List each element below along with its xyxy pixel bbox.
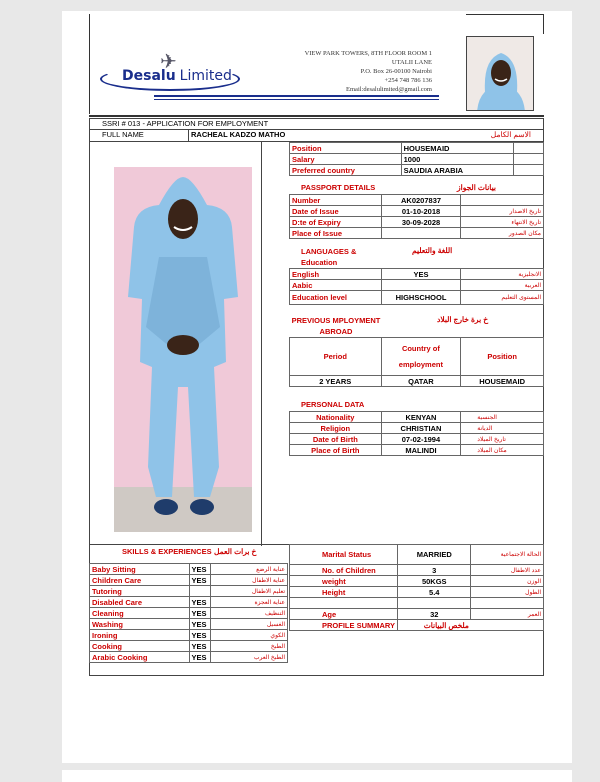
header-divider: [89, 115, 544, 117]
expiry-date-value: 30-09-2028: [381, 217, 461, 228]
nationality-label: Nationality: [290, 412, 382, 423]
expiry-date-label: D:te of Expiry: [290, 217, 382, 228]
arabic-value: [381, 280, 461, 291]
education-label: Education level: [290, 291, 382, 305]
issue-date-label: Date of Issue: [290, 206, 382, 217]
issue-date-label-ar: تاريخ الاصدار: [461, 206, 544, 217]
company-logo: [100, 41, 250, 101]
column-divider: [261, 142, 262, 546]
place-of-birth-value: MALINDI: [381, 445, 461, 456]
table-row: [290, 206, 544, 217]
table-row: [290, 165, 544, 176]
table-row: Age 32 العمر: [290, 609, 544, 620]
address-line: P.O. Box 26-00100 Nairobi: [360, 68, 432, 75]
company-address: [272, 49, 432, 94]
next-page: [62, 770, 572, 782]
table-row: [290, 195, 544, 206]
english-label: English: [290, 269, 382, 280]
table-row: Baby Sitting YES عناية الرضع: [90, 564, 288, 575]
full-name-value: RACHEAL KADZO MATHO: [188, 130, 285, 141]
table-row: No. of Children 3 عدد الاطفال: [290, 565, 544, 576]
previous-employment-heading-ar: خ برة خارج البلاد: [437, 315, 489, 324]
dob-label: Date of Birth: [290, 434, 382, 445]
country-value: QATAR: [381, 376, 461, 387]
table-row: Marital Status MARRIED الحالة الاجتماعية: [290, 545, 544, 565]
full-name-row: [89, 130, 544, 142]
table-row: Cleaning YES التنظيف: [90, 608, 288, 619]
form-title: SSRI # 013 - APPLICATION FOR EMPLOYMENT: [89, 118, 544, 130]
table-row: Date of Birth 07-02-1994 تاريخ الميلاد: [290, 434, 544, 445]
table-row: Aabic العربية: [290, 280, 544, 291]
languages-table: [289, 268, 544, 305]
personal-data-table: [289, 411, 544, 456]
table-row: Ironing YES الكوي: [90, 630, 288, 641]
weight-label: weight: [290, 576, 398, 587]
preferred-country-value: SAUDIA ARABIA: [401, 165, 514, 176]
skills-heading-ar: خ برات العمل: [214, 547, 257, 556]
table-row: [290, 376, 544, 387]
table-row: Nationality KENYAN الجنسية: [290, 412, 544, 423]
weight-value: 50KGS: [398, 576, 471, 587]
children-value: 3: [398, 565, 471, 576]
document-page: [62, 11, 572, 763]
place-of-birth-label: Place of Birth: [290, 445, 382, 456]
place-of-issue-label-ar: مكان الصدور: [461, 228, 544, 239]
table-row: Tutoring تعليم الاطفال: [90, 586, 288, 597]
issue-date-value: 01-10-2018: [381, 206, 461, 217]
religion-value: CHRISTIAN: [381, 423, 461, 434]
table-row: [290, 620, 544, 631]
table-row: [290, 338, 544, 376]
education-value: HIGHSCHOOL: [381, 291, 461, 305]
nationality-value: KENYAN: [381, 412, 461, 423]
country-header: Country of employment: [381, 338, 461, 376]
position-header: Position: [461, 338, 544, 376]
address-line: +254 748 786 136: [384, 77, 432, 84]
letterhead-rule-thin: [154, 99, 439, 100]
previous-employment-heading: PREVIOUS MPLOYMENT ABROAD: [291, 316, 381, 336]
english-value: YES: [381, 269, 461, 280]
table-row: [290, 598, 544, 609]
profile-summary-label-ar: ملخص البيانات: [398, 620, 471, 631]
table-row: Washing YES الغسيل: [90, 619, 288, 630]
table-row: Education level HIGHSCHOOL المستوى التعليم: [290, 291, 544, 305]
period-value: 2 YEARS: [290, 376, 382, 387]
salary-value: 1000: [401, 154, 514, 165]
personal-data-heading: PERSONAL DATA: [301, 400, 365, 409]
profile-summary-label: PROFILE SUMMARY: [290, 620, 398, 631]
address-line: VIEW PARK TOWERS, 8TH FLOOR ROOM 1: [304, 50, 432, 57]
height-value: 5.4: [398, 587, 471, 598]
dob-value: 07-02-1994: [381, 434, 461, 445]
children-label: No. of Children: [290, 565, 398, 576]
expiry-date-label-ar: تاريخ الانتهاء: [461, 217, 544, 228]
table-row: Arabic Cooking YES الطبخ العرب: [90, 652, 288, 663]
company-suffix: Limited: [179, 68, 232, 84]
passport-number-value: AK0207837: [381, 195, 461, 206]
previous-employment-table: [289, 337, 544, 387]
full-body-photo: [114, 167, 252, 532]
table-row: Height 5.4 الطول: [290, 587, 544, 598]
age-label: Age: [290, 609, 398, 620]
religion-label: Religion: [290, 423, 382, 434]
table-row: Place of Birth MALINDI مكان الميلاد: [290, 445, 544, 456]
full-name-label: FULL NAME: [102, 130, 144, 139]
preferred-country-label: Preferred country: [290, 165, 402, 176]
plane-icon: ✈: [160, 51, 177, 73]
marital-status-value: MARRIED: [398, 545, 471, 565]
status-table: [289, 544, 544, 631]
position-table: [289, 142, 544, 176]
full-name-label-ar: الاسم الكامل: [490, 130, 531, 139]
languages-heading-ar: اللغة والتعليم: [412, 246, 453, 255]
previous-position-value: HOUSEMAID: [461, 376, 544, 387]
table-row: Children Care YES عناية الاطفال: [90, 575, 288, 586]
height-label: Height: [290, 587, 398, 598]
headshot-photo: [466, 36, 534, 111]
passport-number-label: Number: [290, 195, 382, 206]
passport-heading-ar: بيانات الجواز: [457, 183, 496, 192]
company-name: Desalu: [122, 68, 176, 84]
table-row: Religion CHRISTIAN الديانة: [290, 423, 544, 434]
period-header: Period: [290, 338, 382, 376]
table-row: weight 50KGS الوزن: [290, 576, 544, 587]
table-row: Disabled Care YES عناية العجزة: [90, 597, 288, 608]
address-line: Email:desalulimited@gmail.com: [346, 86, 432, 93]
table-row: [290, 228, 544, 239]
letterhead-rule: [154, 95, 439, 97]
skills-table: [89, 563, 288, 663]
arabic-label: Aabic: [290, 280, 382, 291]
table-row: English YES الانجليزية: [290, 269, 544, 280]
passport-heading: PASSPORT DETAILS: [301, 183, 376, 192]
place-of-issue-label: Place of Issue: [290, 228, 382, 239]
table-row: Cooking YES الطبخ: [90, 641, 288, 652]
age-value: 32: [398, 609, 471, 620]
place-of-issue-value: [381, 228, 461, 239]
languages-heading: LANGUAGES & Education: [301, 247, 357, 267]
table-row: [290, 143, 544, 154]
passport-table: [289, 194, 544, 239]
position-label: Position: [290, 143, 402, 154]
table-row: [290, 154, 544, 165]
skills-heading: SKILLS & EXPERIENCES: [122, 547, 212, 556]
salary-label: Salary: [290, 154, 402, 165]
marital-status-label: Marital Status: [290, 545, 398, 565]
table-row: [290, 217, 544, 228]
address-line: UTALII LANE: [391, 59, 432, 66]
position-value: HOUSEMAID: [401, 143, 514, 154]
